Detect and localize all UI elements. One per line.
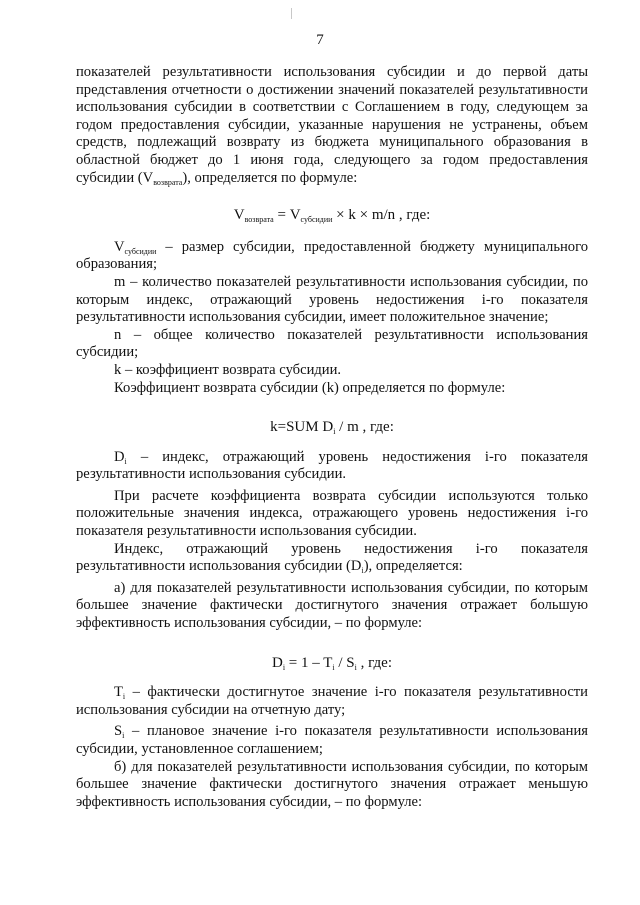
- formula-k: k=SUM $D_i$ / m , где:: [270, 419, 394, 437]
- paragraph-case-a: а) для показателей результативности использования субсидии, по которым большее значение фактически достигнутого значения отражает большую эффективность использования субсидии, – по формуле:: [76, 579, 588, 632]
- document-body: [76, 64, 588, 811]
- formula-d: $D_i = 1 - T_i / S_i$ , где:: [271, 654, 393, 672]
- var-v-return: $V_{возврата}$: [142, 169, 183, 187]
- definition-m: m – количество показателей результативности использования субсидии, по которым индекс, отражающий уровень недостижения i-го показателя результативности использования субсидии, имеет положительное значение;: [76, 273, 588, 326]
- k-formula-intro: Коэффициент возврата субсидии (k) определяется по формуле:: [114, 379, 506, 396]
- paragraph-positive-values: При расчете коэффициента возврата субсидии используются только положительные значения индекса, отражающего уровень недостижения i-го показателя результативности использования субсидии.: [76, 487, 588, 540]
- definition-n: n – общее количество показателей результативности использования субсидии;: [76, 326, 588, 361]
- scan-artifact: [291, 8, 292, 19]
- definition-d: $D_i$ – индекс, отражающий уровень недостижения i-го показателя результативности использования субсидии.: [76, 448, 588, 483]
- page-number: 7: [316, 32, 324, 48]
- formula-return-volume: $V_{возврата} = V_{субсидии} \times k \times m/n$ , где:: [233, 207, 431, 225]
- definition-v-subsidy: $V_{субсидии}$ – размер субсидии, предоставленной бюджету муниципального образования;: [76, 238, 588, 273]
- paragraph-index-definition: Индекс, отражающий уровень недостижения i-го показателя результативности использования субсидии $(D_i)$, определяется:: [76, 540, 588, 576]
- definition-k: k – коэффициент возврата субсидии.: [114, 361, 342, 378]
- intro-paragraph: показателей результативности использования субсидии и до первой даты представления отчетности о достижении значений показателей результативности использования субсидии в соответствии с Соглашением в году, следующем за годом предоставления субсидии, указанные нарушения не устранены, объем средств, подлежащий возврату из бюджета муниципального образования в областной бюджет до 1 июня года, следующего за годом предоставления субсидии $(V_{возврата})$, определяется по формуле:: [76, 64, 588, 187]
- paragraph-case-b: б) для показателей результативности использования субсидии, по которым большее значение фактически достигнутого значения отражает меньшую эффективность использования субсидии, – по формуле:: [76, 758, 588, 810]
- definition-t: $T_i$ – фактически достигнутое значение i-го показателя результативности использования субсидии на отчетную дату;: [76, 684, 588, 718]
- definition-s: $S_i$ – плановое значение i-го показателя результативности использования субсидии, установленное соглашением;: [76, 723, 588, 757]
